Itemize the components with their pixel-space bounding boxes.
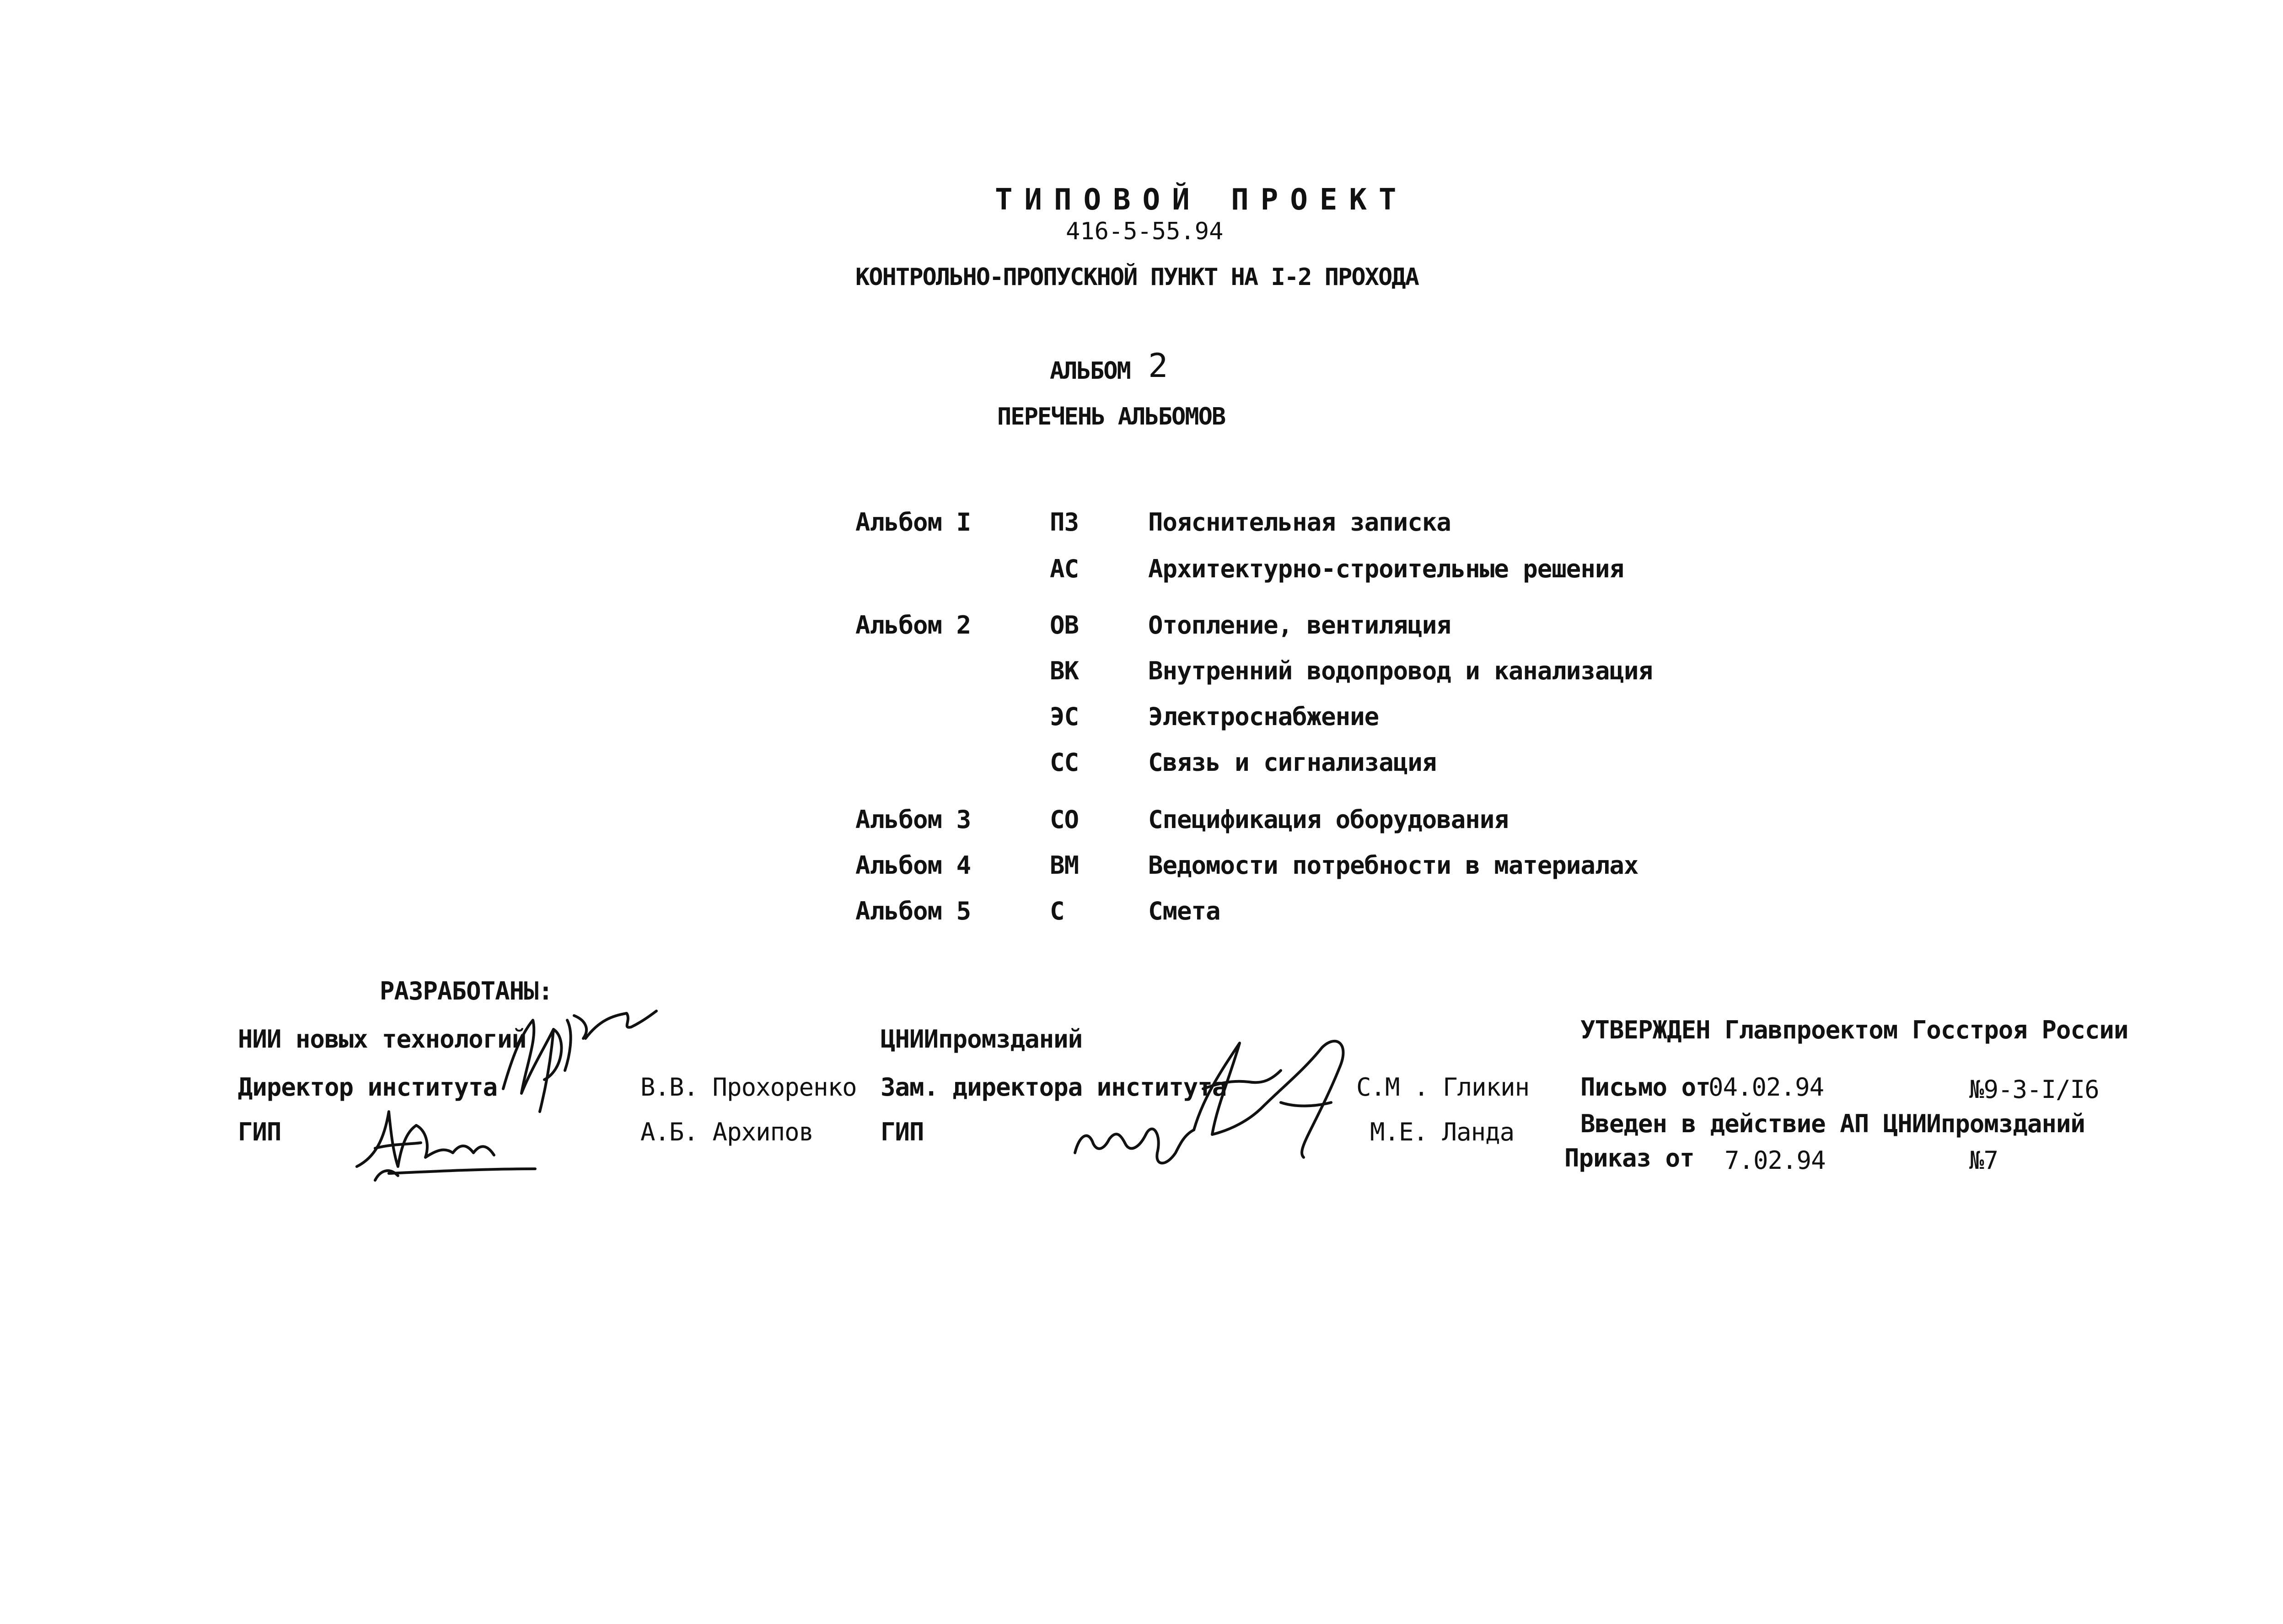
letter-number: №9-3-I/I6 [1969,1075,2099,1104]
section-code: АС [1050,554,1079,583]
document-title: ТИПОВОЙ ПРОЕКТ [995,183,1408,217]
org2-name: ЦНИИпромзданий [881,1025,1083,1054]
section-name: Внутренний водопровод и канализация [1148,656,1653,685]
project-subtitle: КОНТРОЛЬНО-ПРОПУСКНОЙ ПУНКТ НА I-2 ПРОХОДА [855,263,1418,291]
org2-person2: М.Е. Ланда [1370,1118,1515,1146]
section-code: ОВ [1050,611,1079,640]
album-number-cell: Альбом 2 [855,611,971,640]
section-name: Спецификация оборудования [1148,805,1509,834]
org1-role1: Директор института [238,1073,498,1102]
developed-label: РАЗРАБОТАНЫ: [380,977,553,1006]
section-code: ВМ [1050,851,1079,880]
section-name: Смета [1148,897,1220,925]
album-label: АЛЬБОМ [1050,357,1130,385]
letter-date: 04.02.94 [1708,1073,1824,1102]
section-name: Электроснабжение [1148,702,1379,731]
section-name: Связь и сигнализация [1148,748,1437,777]
section-code: СС [1050,748,1079,777]
org2-role2: ГИП [881,1118,924,1146]
org1-role2: ГИП [238,1118,281,1146]
project-code: 416-5-55.94 [1066,218,1224,245]
org2-person1: С.М . Гликин [1356,1073,1530,1102]
order-date: 7.02.94 [1724,1146,1826,1175]
org1-person2: А.Б. Архипов [640,1118,814,1146]
album-number-cell: Альбом I [855,508,971,537]
org2-role1: Зам. директора института [881,1073,1227,1102]
approved-by: УТВЕРЖДЕН Главпроектом Госстроя России [1580,1016,2128,1044]
enacted-by: Введен в действие АП ЦНИИпромзданий [1580,1109,2085,1138]
album-number-cell: Альбом 4 [855,851,971,880]
section-name: Архитектурно-строительные решения [1148,554,1624,583]
album-number-cell: Альбом 5 [855,897,971,925]
section-code: СО [1050,805,1079,834]
letter-label: Письмо от [1580,1073,1710,1102]
org1-name: НИИ новых технологий [238,1025,526,1054]
order-number: №7 [1969,1146,1998,1175]
section-code: ЭС [1050,702,1079,731]
org1-person1: В.В. Прохоренко [640,1073,857,1102]
album-number-cell: Альбом 3 [855,805,971,834]
section-code: ВК [1050,656,1079,685]
album-list-title: ПЕРЕЧЕНЬ АЛЬБОМОВ [997,403,1225,430]
signature-glikin [1066,1016,1377,1180]
section-name: Ведомости потребности в материалах [1148,851,1638,880]
order-label: Приказ от [1564,1144,1694,1172]
section-name: Отопление, вентиляция [1148,611,1451,640]
section-code: С [1050,897,1064,925]
section-name: Пояснительная записка [1148,508,1451,537]
signature-arkhipov [348,1093,540,1189]
album-number: 2 [1148,346,1168,385]
section-code: ПЗ [1050,508,1079,537]
